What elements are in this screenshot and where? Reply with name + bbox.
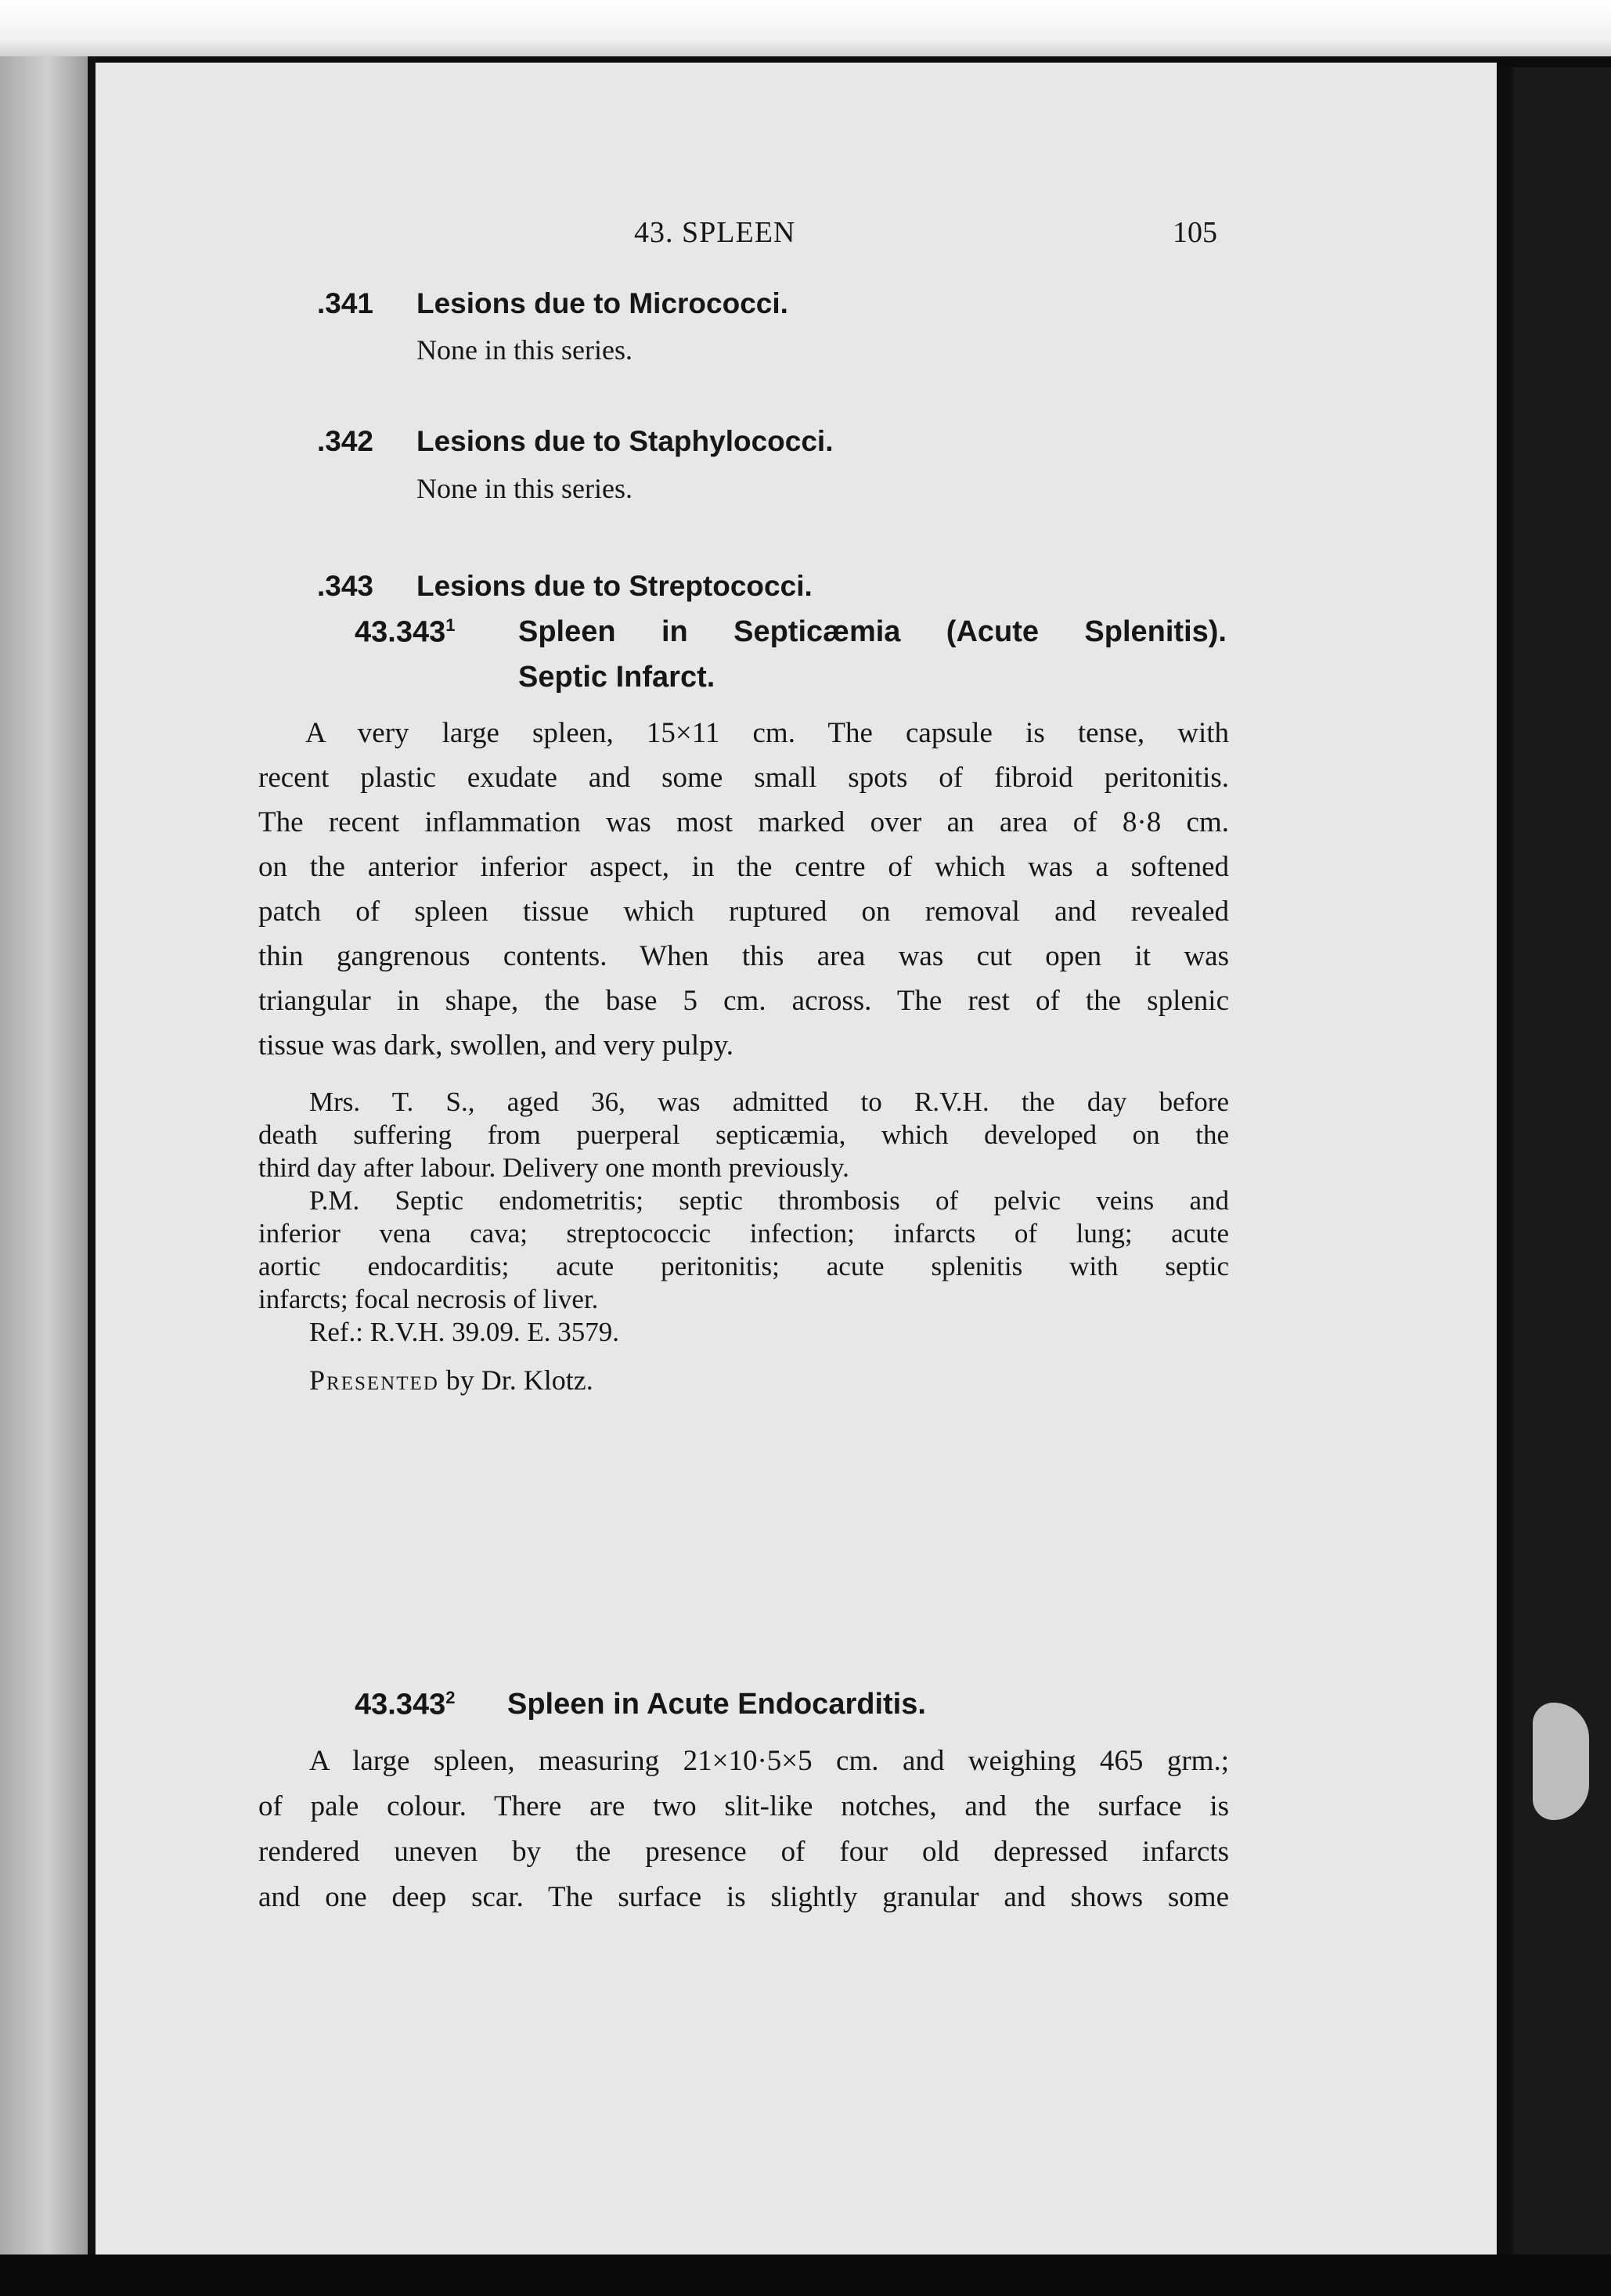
- specimen1-title-line2: Septic Infarct.: [518, 661, 715, 694]
- section-code-341: .341: [317, 287, 374, 319]
- section-heading-343: Lesions due to Streptococci.: [416, 570, 813, 602]
- section-note-342: None in this series.: [416, 473, 633, 504]
- specimen2-number: [355, 1688, 455, 1722]
- presented-label: Presented: [309, 1364, 439, 1396]
- specimen1-desc-line: thin gangrenous contents. When this area was cut open it was: [258, 940, 1229, 972]
- specimen1-superscript: 1: [445, 615, 456, 635]
- page-tab: [1533, 1703, 1589, 1820]
- specimen1-desc-line: on the anterior inferior aspect, in the centre of which was a softened: [258, 851, 1229, 883]
- specimen1-number-text: 43.343: [355, 615, 446, 649]
- specimen2-desc-line: and one deep scar. The surface is slightly granular and shows some: [258, 1881, 1229, 1913]
- clinical-line: Mrs. T. S., aged 36, was admitted to R.V.H. the day before: [309, 1087, 1229, 1117]
- specimen2-desc-line: rendered uneven by the presence of four old depressed infarcts: [258, 1836, 1229, 1868]
- specimen1-desc-line: recent plastic exudate and some small spots of fibroid peritonitis.: [258, 762, 1229, 794]
- specimen1-desc-line: triangular in shape, the base 5 cm. across. The rest of the splenic: [258, 985, 1229, 1017]
- specimen1-number: [355, 615, 455, 650]
- specimen2-superscript: 2: [445, 1688, 456, 1707]
- binding-shadow: [1513, 67, 1611, 2259]
- specimen1-desc-line: A very large spleen, 15×11 cm. The capsule is tense, with: [305, 717, 1229, 749]
- specimen1-presented-by: [309, 1364, 593, 1397]
- specimen2-title: Spleen in Acute Endocarditis.: [507, 1688, 926, 1721]
- section-code-343: .343: [317, 570, 374, 602]
- running-header-title: 43. SPLEEN: [634, 216, 796, 249]
- specimen1-title-line1: Spleen in Septicæmia (Acute Splenitis).: [518, 615, 1227, 648]
- page-left-edge: [88, 56, 96, 2264]
- presented-donor: by Dr. Klotz.: [438, 1364, 593, 1396]
- specimen2-desc-line: A large spleen, measuring 21×10·5×5 cm. and weighing 465 grm.;: [309, 1745, 1229, 1777]
- clinical-line: death suffering from puerperal septicæmia, which developed on the: [258, 1119, 1229, 1150]
- pm-line: P.M. Septic endometritis; septic thrombosis of pelvic veins and: [309, 1185, 1229, 1216]
- specimen1-desc-line: The recent inflammation was most marked over an area of 8·8 cm.: [258, 806, 1229, 838]
- specimen1-desc-line: patch of spleen tissue which ruptured on removal and revealed: [258, 896, 1229, 928]
- page-number: 105: [1173, 216, 1217, 249]
- scan-bottom-border: [0, 2255, 1611, 2296]
- specimen1-desc-line: tissue was dark, swollen, and very pulpy.: [258, 1029, 733, 1061]
- pm-line: inferior vena cava; streptococcic infection; infarcts of lung; acute: [258, 1218, 1229, 1249]
- specimen2-desc-line: of pale colour. There are two slit-like notches, and the surface is: [258, 1790, 1229, 1822]
- section-heading-342: Lesions due to Staphylococci.: [416, 425, 834, 457]
- pm-line: aortic endocarditis; acute peritonitis; acute splenitis with septic: [258, 1251, 1229, 1281]
- section-heading-341: Lesions due to Micrococci.: [416, 287, 788, 319]
- clinical-line: third day after labour. Delivery one month previously.: [258, 1152, 849, 1183]
- scan-top-border: [0, 0, 1611, 56]
- section-code-342: .342: [317, 425, 374, 457]
- left-scan-margin: [0, 56, 88, 2264]
- specimen2-number-text: 43.343: [355, 1688, 446, 1721]
- section-note-341: None in this series.: [416, 334, 633, 366]
- specimen1-reference: Ref.: R.V.H. 39.09. E. 3579.: [309, 1317, 620, 1347]
- pm-line: infarcts; focal necrosis of liver.: [258, 1284, 599, 1314]
